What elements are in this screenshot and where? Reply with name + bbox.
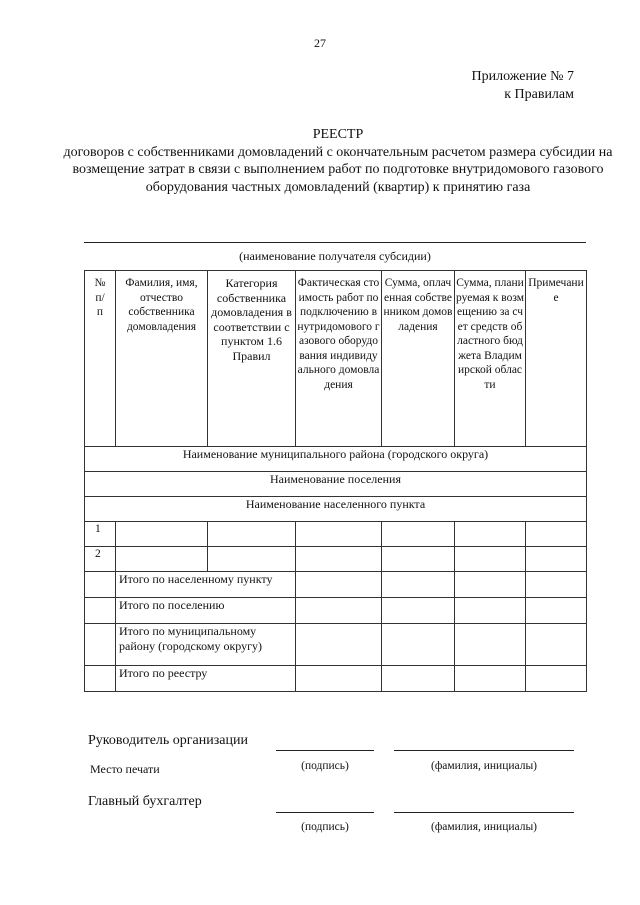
accountant-name-line (394, 812, 574, 813)
stamp-place-label: Место печати (90, 762, 160, 776)
total-row (85, 624, 587, 666)
head-of-organization-label: Руководитель организации (88, 733, 248, 748)
head-signature-caption: (подпись) (301, 760, 349, 772)
cell-empty (116, 522, 208, 547)
appendix-line-1: Приложение № 7 (471, 69, 574, 84)
cell-empty (455, 522, 526, 547)
registry-table (84, 270, 587, 692)
header-note: Примечание (526, 271, 587, 447)
table-row (85, 522, 587, 547)
cell-empty (85, 666, 116, 692)
total-municipal-label: Итого по муниципальному району (городскому округу) (116, 624, 296, 666)
cell-empty (526, 624, 587, 666)
cell-empty (116, 547, 208, 572)
total-locality-label: Итого по населенному пункту (116, 572, 296, 598)
section-locality: Наименование населенного пункта (85, 497, 587, 522)
total-settlement-label: Итого по поселению (116, 598, 296, 624)
header-owner-name: Фамилия, имя, отчество собственника домовладения (116, 271, 208, 447)
head-name-line (394, 750, 574, 751)
cell-empty (296, 624, 382, 666)
total-registry-label: Итого по реестру (116, 666, 296, 692)
accountant-signature-caption: (подпись) (301, 821, 349, 833)
accountant-name-caption: (фамилия, инициалы) (430, 821, 538, 833)
cell-empty (526, 598, 587, 624)
cell-empty (526, 572, 587, 598)
cell-empty (526, 666, 587, 692)
cell-empty (296, 547, 382, 572)
header-category: Категория собственника домовладения в соответствии с пунктом 1.6 Правил (208, 271, 296, 447)
cell-empty (382, 624, 455, 666)
cell-empty (382, 522, 455, 547)
cell-empty (296, 666, 382, 692)
cell-empty (455, 598, 526, 624)
cell-empty (526, 547, 587, 572)
table-header-row (85, 271, 587, 447)
appendix-line-2: к Правилам (504, 87, 574, 102)
cell-empty (296, 522, 382, 547)
cell-empty (208, 522, 296, 547)
recipient-name-line (84, 242, 586, 243)
cell-empty (382, 572, 455, 598)
header-actual-cost: Фактическая стоимость работ по подключению внутридомового газового оборудования индивидуального домовладения (296, 271, 382, 447)
section-municipal-district: Наименование муниципального района (городского округа) (85, 447, 587, 472)
chief-accountant-label: Главный бухгалтер (88, 794, 202, 809)
appendix-reference (440, 68, 574, 104)
cell-empty (296, 598, 382, 624)
header-number: № п/п (85, 271, 116, 447)
row-number: 2 (85, 547, 116, 572)
cell-empty (208, 547, 296, 572)
accountant-signature-line (276, 812, 374, 813)
section-row (85, 447, 587, 472)
cell-empty (85, 624, 116, 666)
cell-empty (382, 547, 455, 572)
document-title (60, 126, 616, 196)
section-row (85, 472, 587, 497)
page-number: 27 (314, 36, 326, 50)
cell-empty (85, 598, 116, 624)
section-settlement: Наименование поселения (85, 472, 587, 497)
cell-empty (296, 572, 382, 598)
row-number: 1 (85, 522, 116, 547)
cell-empty (455, 572, 526, 598)
cell-empty (455, 547, 526, 572)
header-paid-by-owner: Сумма, оплаченная собственником домовладения (382, 271, 455, 447)
cell-empty (382, 598, 455, 624)
cell-empty (382, 666, 455, 692)
cell-empty (455, 624, 526, 666)
total-row (85, 666, 587, 692)
header-planned-reimbursement: Сумма, планируемая к возмещению за счет средств областного бюджета Владимирской области (455, 271, 526, 447)
cell-empty (85, 572, 116, 598)
cell-empty (526, 522, 587, 547)
total-row (85, 572, 587, 598)
section-row (85, 497, 587, 522)
total-row (85, 598, 587, 624)
title-heading: РЕЕСТР (312, 127, 364, 142)
head-signature-line (276, 750, 374, 751)
cell-empty (455, 666, 526, 692)
title-subtitle: договоров с собственниками домовладений с окончательным расчетом размера субсидии на возмещение затрат в связи с выполнением работ по подготовке внутридомового газового оборудования частных домовладений (квартир) к принятию газа (63, 144, 613, 195)
recipient-caption: (наименование получателя субсидии) (239, 249, 431, 263)
head-name-caption: (фамилия, инициалы) (430, 760, 538, 772)
table-row (85, 547, 587, 572)
